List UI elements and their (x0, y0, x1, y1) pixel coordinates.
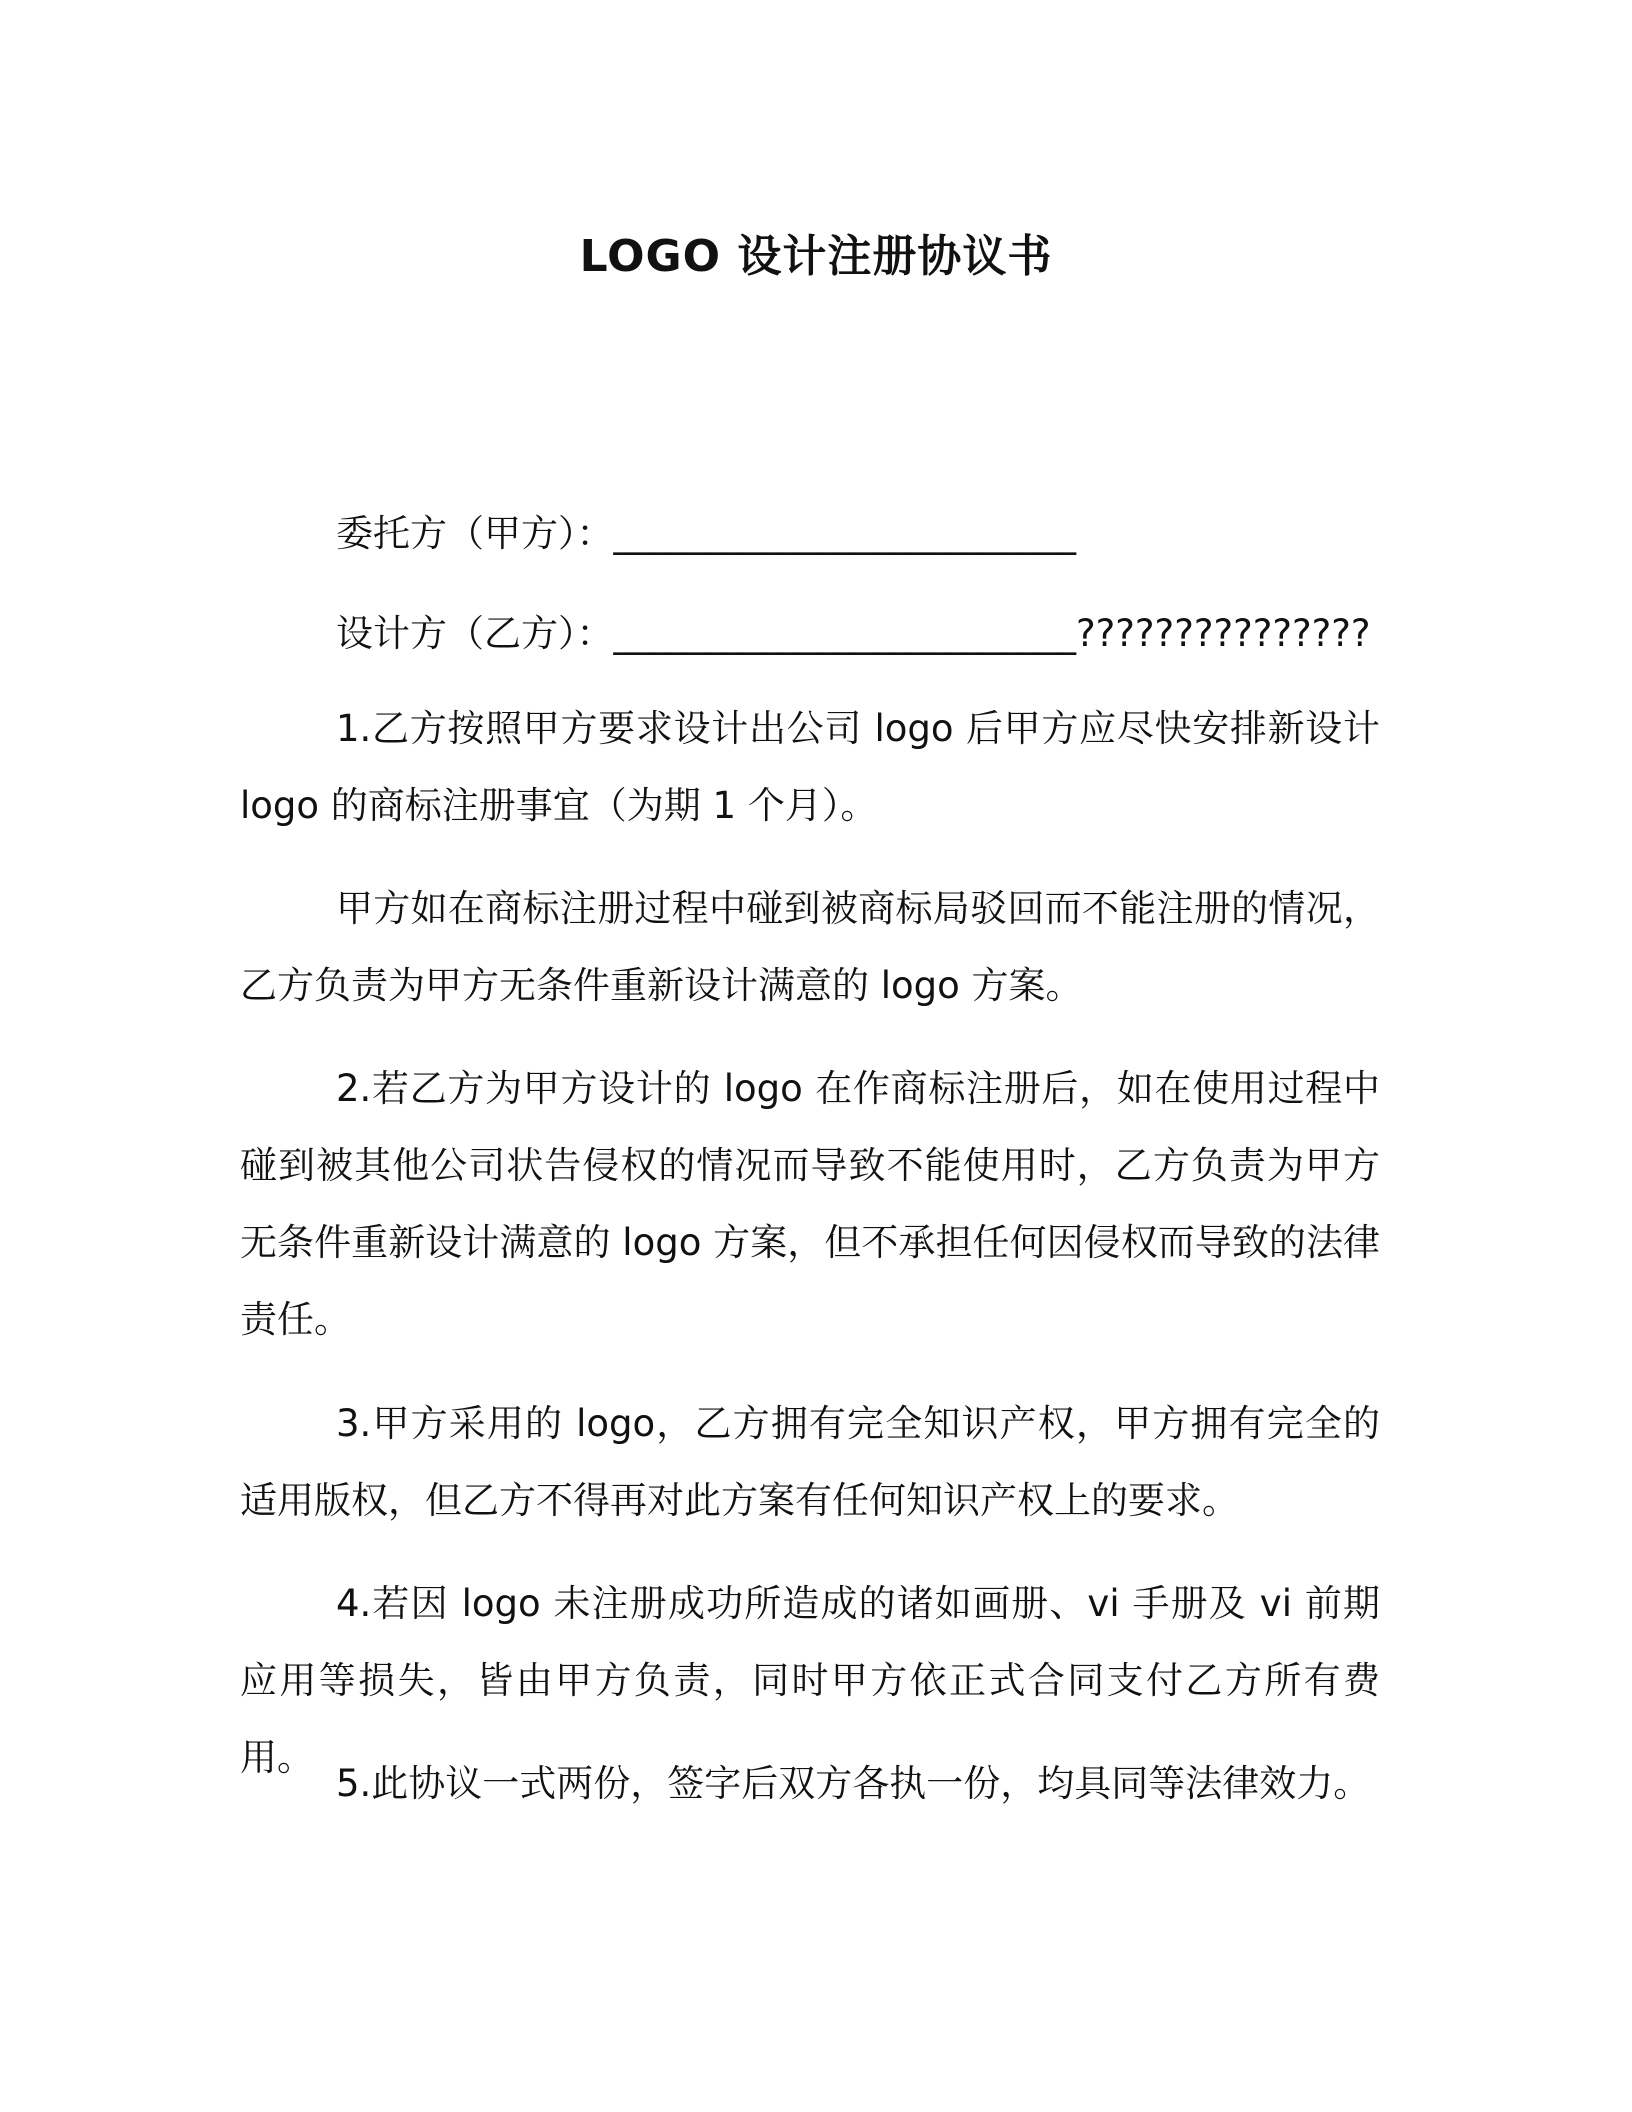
party-a-line (336, 495, 1076, 572)
clause-2: 2.若乙方为甲方设计的 logo 在作商标注册后，如在使用过程中碰到被其他公司状告侵权的情况而导致不能使用时，乙方负责为甲方无条件重新设计满意的 logo 方案，但不承担任何因侵权而导致的法律责任。 (240, 1067, 1380, 1341)
party-b-line (336, 595, 1371, 672)
clause-5: 5.此协议一式两份，签字后双方各执一份，均具同等法律效力。 (336, 1762, 1371, 1805)
document-title: LOGO 设计注册协议书 (579, 231, 1053, 282)
party-b-suffix: ??????????????? (1076, 612, 1371, 655)
clause-1-supplement: 甲方如在商标注册过程中碰到被商标局驳回而不能注册的情况，乙方负责为甲方无条件重新设计满意的 logo 方案。 (240, 887, 1380, 1007)
party-a-blank: _________________________ (613, 512, 1076, 555)
clause-1: 1.乙方按照甲方要求设计出公司 logo 后甲方应尽快安排新设计 logo 的商标注册事宜（为期 1 个月）。 (240, 707, 1380, 827)
party-b-blank: _________________________ (613, 612, 1076, 655)
party-b-label: 设计方（乙方）： (336, 612, 614, 655)
party-a-label: 委托方（甲方）： (336, 512, 614, 555)
clause-3: 3.甲方采用的 logo，乙方拥有完全知识产权，甲方拥有完全的适用版权，但乙方不得再对此方案有任何知识产权上的要求。 (240, 1402, 1380, 1522)
clause-4: 4.若因 logo 未注册成功所造成的诸如画册、vi 手册及 vi 前期应用等损失，皆由甲方负责，同时甲方依正式合同支付乙方所有费用。 (240, 1582, 1380, 1779)
